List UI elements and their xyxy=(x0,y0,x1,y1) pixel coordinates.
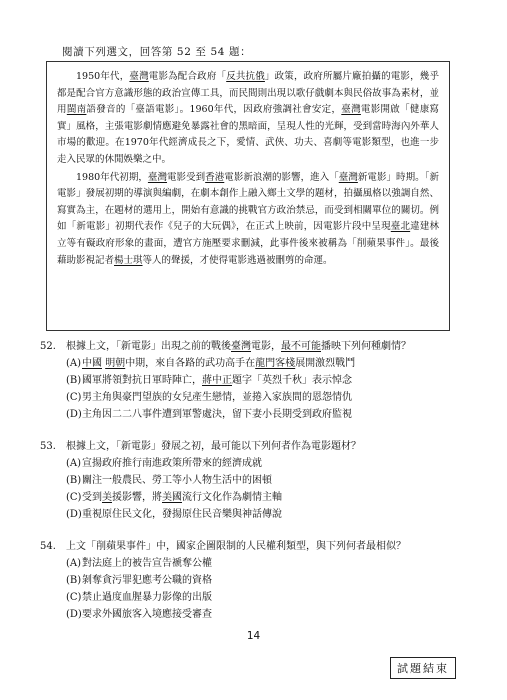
underlined-proper-noun: 蔣中正 xyxy=(202,375,232,386)
underlined-proper-noun: 閩南 xyxy=(66,104,87,116)
underlined-proper-noun: 臺灣 xyxy=(341,104,361,116)
text-run: 1980年代初期， xyxy=(76,171,148,183)
text-run: 剝奪貪污罪犯應考公職的資格 xyxy=(82,575,212,586)
question-number: 52. xyxy=(40,341,56,352)
option-letter: (B) xyxy=(66,375,82,386)
question-53 xyxy=(40,438,460,523)
answer-option xyxy=(40,489,460,506)
text-run: 重視原住民文化，發揚原住民音樂與神話傳說 xyxy=(82,509,282,520)
text-run: 展開激烈戰鬥 xyxy=(295,358,356,369)
question-stem xyxy=(40,438,460,455)
underlined-proper-noun: 臺北 xyxy=(390,221,411,233)
text-run: 電影開啟「健康寫實」風格，主張電影劇情應避免暴露社會的黑暗面，呈現人性的光輝，受到當時海內外華人市場的歡迎。在1970年代經濟成長之下，愛情、武俠、功夫、喜劇等電影類型，也進一步走入民眾的休閒娛樂之中。 xyxy=(57,104,439,165)
underlined-proper-noun: 最不可能 xyxy=(281,341,321,352)
text-run: 中期，來自各路的武功高手在 xyxy=(125,358,256,369)
text-run: 電影新浪潮的影響，進入「 xyxy=(224,171,339,183)
option-letter: (B) xyxy=(66,475,82,486)
answer-option xyxy=(40,406,460,423)
underlined-proper-noun: 美國 xyxy=(162,492,182,503)
text-run: 1950年代， xyxy=(76,71,130,82)
text-run: 禁止過度血腥暴力影像的出版 xyxy=(82,592,212,603)
text-run: 主角因二二八事件遭到軍警處決，留下妻小長期受到政府監視 xyxy=(82,409,352,420)
question-group-intro: 閱讀下列選文，回答第 52 至 54 題： xyxy=(62,46,252,58)
text-run: 播映下列何種劇情？ xyxy=(321,341,411,352)
text-run: 對法庭上的被告宣告褫奪公權 xyxy=(82,558,212,569)
answer-option xyxy=(40,372,460,389)
text-run: 根據上文，「新電影」出現之前的戰後 xyxy=(66,341,231,352)
text-run: 語發音的「臺語電影」。1960年代，因政府強調社會安定， xyxy=(86,104,342,116)
answer-option xyxy=(40,572,460,589)
question-number: 54. xyxy=(40,541,56,552)
answer-option xyxy=(40,455,460,472)
underlined-proper-noun: 臺灣 xyxy=(147,171,168,183)
underlined-proper-noun: 臺灣 xyxy=(129,71,149,82)
text-run: 電影， xyxy=(251,341,281,352)
text-run: 男主角與豪門望族的女兒產生戀情，並捲入家族間的恩怨情仇 xyxy=(82,392,352,403)
text-run: 國軍將領對抗日軍時陣亡， xyxy=(82,375,202,386)
option-letter: (A) xyxy=(66,558,82,569)
option-letter: (C) xyxy=(66,392,82,403)
text-run: 根據上文，「新電影」發展之初，最可能以下列何者作為電影題材？ xyxy=(66,441,361,452)
question-stem xyxy=(40,338,460,355)
option-letter: (D) xyxy=(66,409,82,420)
reading-passage-box xyxy=(46,61,450,331)
text-run: 宣揚政府推行南進政策所帶來的經濟成就 xyxy=(82,458,262,469)
option-letter: (D) xyxy=(66,609,82,620)
question-stem xyxy=(40,538,460,555)
option-letter: (D) xyxy=(66,509,82,520)
text-run: 題字「英烈千秋」表示悼念 xyxy=(232,375,352,386)
passage-paragraph-1 xyxy=(57,69,439,169)
text-run: 援影響，將 xyxy=(112,492,162,503)
underlined-proper-noun: 臺灣 xyxy=(338,171,358,183)
answer-option xyxy=(40,606,460,623)
text-run: 電影受到 xyxy=(167,171,206,183)
underlined-proper-noun: 反共抗俄 xyxy=(226,71,265,82)
underlined-proper-noun: 中國 xyxy=(82,358,102,369)
option-letter: (A) xyxy=(66,458,82,469)
text-run: 違建林立等有礙政府形象的畫面，遭官方施壓要求刪減，此事件後來被稱為「削蘋果事件」。最後藉助影視記者 xyxy=(57,221,439,266)
answer-option xyxy=(40,389,460,406)
text-run: 關注一般農民、勞工等小人物生活中的困頓 xyxy=(82,475,272,486)
text-run: 流行文化作為劇情主軸 xyxy=(182,492,282,503)
underlined-proper-noun: 美 xyxy=(102,492,112,503)
answer-option xyxy=(40,555,460,572)
option-letter: (C) xyxy=(66,492,82,503)
text-run: 」政策，政府所屬片廠拍攝的電影，幾乎都是配合官方意識形態的政治宣傳工具，而民間則出現以歌仔戲劇本與民俗故事為素材，並用 xyxy=(57,71,439,116)
text-run: 等人的聲援，才使得電影逃過被刪剪的命運。 xyxy=(142,254,333,266)
underlined-proper-noun: 龍門客棧 xyxy=(255,358,296,369)
text-run: 新電影」時期。「新電影」發展初期的導演與編劇，在劇本創作上融入鄉土文學的題材，拍攝風格以強調自然、寫實為主，在題材的選用上，開始有意識的挑戰官方政治禁忌，而受到相關單位的關切。例如「新電影」初期代表作《兒子的大玩偶》，在正式上映前，因電影片段中呈現 xyxy=(57,171,439,233)
underlined-proper-noun: 香港 xyxy=(205,171,225,183)
question-number: 53. xyxy=(40,441,56,452)
option-letter: (C) xyxy=(66,592,82,603)
text-run: 要求外國旅客入境應接受審查 xyxy=(82,609,212,620)
page-number: 14 xyxy=(246,630,261,642)
option-letter: (A) xyxy=(66,358,82,369)
text-run: 電影為配合政府「 xyxy=(148,71,227,82)
underlined-proper-noun: 臺灣 xyxy=(231,341,251,352)
answer-option xyxy=(40,589,460,606)
underlined-proper-noun: 明朝 xyxy=(105,358,126,369)
text-run: 上文「削蘋果事件」中，國家企圖限制的人民權利類型，與下列何者最相似？ xyxy=(66,541,406,552)
text-run: 受到 xyxy=(82,492,102,503)
question-54 xyxy=(40,538,460,623)
question-52 xyxy=(40,338,460,423)
underlined-proper-noun: 楊士琪 xyxy=(114,254,143,266)
answer-option xyxy=(40,355,460,372)
end-of-exam-label: 試題結束 xyxy=(397,662,449,675)
option-letter: (B) xyxy=(66,575,82,586)
answer-option xyxy=(40,506,460,523)
answer-option xyxy=(40,472,460,489)
passage-paragraph-2 xyxy=(57,170,439,270)
end-of-exam-box xyxy=(390,657,456,679)
